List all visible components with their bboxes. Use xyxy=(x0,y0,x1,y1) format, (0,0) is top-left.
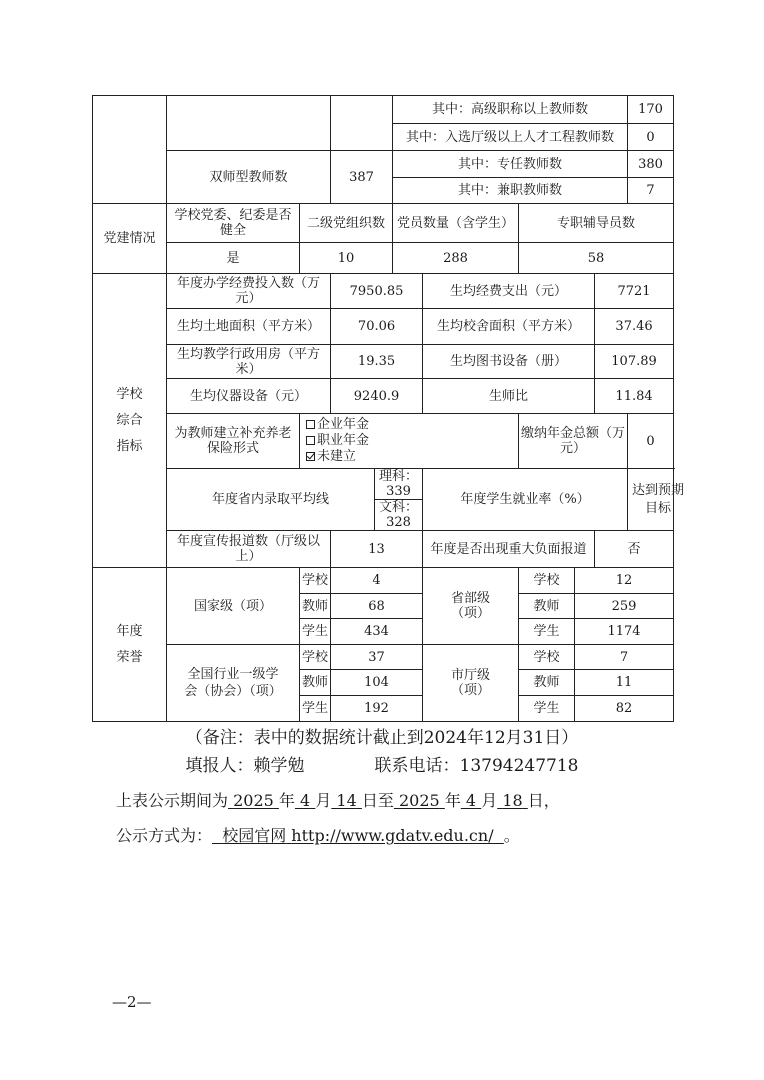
party-value-committee: 是 xyxy=(167,243,300,274)
school-website-link[interactable]: http://www.gdatv.edu.cn/ xyxy=(291,826,494,845)
blank-cell xyxy=(331,96,393,151)
end-month: 4 xyxy=(465,791,477,810)
checkbox-checked-icon xyxy=(306,452,315,461)
party-value-branches: 10 xyxy=(300,243,393,274)
national-student-label: 学生 xyxy=(300,619,331,645)
table-row xyxy=(93,345,674,379)
employment-value: 达到预期目标 xyxy=(628,469,674,531)
negative-report-value: 否 xyxy=(595,531,674,568)
industry-student-value: 192 xyxy=(331,696,423,722)
dorm-area-value: 37.46 xyxy=(595,309,674,345)
dorm-area-label: 生均校舍面积（平方米） xyxy=(423,309,595,345)
national-school-value: 4 xyxy=(331,568,423,594)
industry-student-label: 学生 xyxy=(300,696,331,722)
books-label: 生均图书设备（册） xyxy=(423,345,595,379)
publicity-method: 校园官网 http://www.gdatv.edu.cn/ xyxy=(222,826,494,845)
party-value-members: 288 xyxy=(393,243,519,274)
provincial-school-label: 学校 xyxy=(519,568,575,594)
table-row xyxy=(93,414,674,469)
phone-label: 联系电话： xyxy=(374,756,460,776)
pension-options xyxy=(300,414,519,469)
national-school-label: 学校 xyxy=(300,568,331,594)
industry-label: 全国行业一级学会（协会）（项） xyxy=(167,645,300,722)
books-value: 107.89 xyxy=(595,345,674,379)
publicity-period-line: 上表公示期间为 2025 年 4 月 14 日至 2025 年 4 月 18 日， xyxy=(116,791,560,810)
industry-school-label: 学校 xyxy=(300,645,331,670)
pension-option-occupational: 职业年金 xyxy=(306,433,516,449)
table-row xyxy=(93,469,674,500)
annuity-label: 缴纳年金总额（万元） xyxy=(519,414,628,469)
fulltime-teachers-label: 其中：专任教师数 xyxy=(393,151,628,178)
phone-value: 13794247718 xyxy=(459,756,579,776)
ratio-value: 11.84 xyxy=(595,379,674,414)
parttime-teachers-label: 其中：兼职教师数 xyxy=(393,178,628,204)
land-area-value: 70.06 xyxy=(331,309,423,345)
admission-arts: 文科：328 xyxy=(375,500,423,531)
national-label: 国家级（项） xyxy=(167,568,300,645)
party-header-committee: 学校党委、纪委是否健全 xyxy=(167,204,300,243)
start-month: 4 xyxy=(300,791,311,810)
city-student-value: 82 xyxy=(575,696,674,722)
city-school-value: 7 xyxy=(575,645,674,670)
publicity-method-line: 公示方式为： 校园官网 http://www.gdatv.edu.cn/ 。 xyxy=(116,826,520,845)
pension-option-none: 未建立 xyxy=(306,449,516,465)
party-header-branches: 二级党组织数 xyxy=(300,204,393,243)
city-label: 市厅级（项） xyxy=(423,645,519,722)
page-number: —2— xyxy=(112,993,152,1011)
filler-line xyxy=(0,751,764,776)
pension-label: 为教师建立补充养老保险形式 xyxy=(167,414,300,469)
party-header-counselors: 专职辅导员数 xyxy=(519,204,674,243)
blank-cell xyxy=(167,96,331,151)
table-note: （备注：表中的数据统计截止到2024年12月31日） xyxy=(185,728,579,748)
per-expense-value: 7721 xyxy=(595,274,674,309)
land-area-label: 生均土地面积（平方米） xyxy=(167,309,331,345)
checkbox-icon xyxy=(306,436,315,445)
party-header-members: 党员数量（含学生） xyxy=(393,204,519,243)
city-teacher-value: 11 xyxy=(575,670,674,696)
senior-teachers-value: 170 xyxy=(628,96,674,124)
dual-teachers-value: 387 xyxy=(331,151,393,204)
dual-teachers-label: 双师型教师数 xyxy=(167,151,331,204)
talent-teachers-label: 其中：入选厅级以上人才工程教师数 xyxy=(393,124,628,151)
end-day: 18 xyxy=(502,791,523,810)
indicators-section-label: 学校综合指标 xyxy=(93,274,167,568)
provincial-student-value: 1174 xyxy=(575,619,674,645)
publicity-value: 13 xyxy=(331,531,423,568)
filler-label: 填报人： xyxy=(185,756,254,776)
city-school-label: 学校 xyxy=(519,645,575,670)
fulltime-teachers-value: 380 xyxy=(628,151,674,178)
city-student-label: 学生 xyxy=(519,696,575,722)
party-value-counselors: 58 xyxy=(519,243,674,274)
equipment-value: 9240.9 xyxy=(331,379,423,414)
table-row xyxy=(93,531,674,568)
statistics-table xyxy=(92,95,685,722)
admin-area-value: 19.35 xyxy=(331,345,423,379)
employment-label: 年度学生就业率（%） xyxy=(423,469,628,531)
per-expense-label: 生均经费支出（元） xyxy=(423,274,595,309)
table-row xyxy=(93,243,674,274)
funding-label: 年度办学经费投入数（万元） xyxy=(167,274,331,309)
provincial-student-label: 学生 xyxy=(519,619,575,645)
admin-area-label: 生均教学行政用房（平方米） xyxy=(167,345,331,379)
honors-section-label: 年度荣誉 xyxy=(93,568,167,722)
checkbox-icon xyxy=(306,420,315,429)
table-row xyxy=(93,645,674,670)
admission-science: 理科：339 xyxy=(375,469,423,500)
senior-teachers-label: 其中：高级职称以上教师数 xyxy=(393,96,628,124)
national-teacher-value: 68 xyxy=(331,594,423,619)
parttime-teachers-value: 7 xyxy=(628,178,674,204)
pension-option-enterprise: 企业年金 xyxy=(306,417,516,433)
talent-teachers-value: 0 xyxy=(628,124,674,151)
table-row xyxy=(93,379,674,414)
negative-report-label: 年度是否出现重大负面报道 xyxy=(423,531,595,568)
filler-name: 赖学勉 xyxy=(253,756,305,776)
ratio-label: 生师比 xyxy=(423,379,595,414)
city-teacher-label: 教师 xyxy=(519,670,575,696)
party-section-label: 党建情况 xyxy=(93,204,167,274)
start-year: 2025 xyxy=(233,791,274,810)
table-row xyxy=(93,96,674,124)
start-day: 14 xyxy=(336,791,357,810)
end-year: 2025 xyxy=(399,791,440,810)
national-student-value: 434 xyxy=(331,619,423,645)
provincial-school-value: 12 xyxy=(575,568,674,594)
table-row xyxy=(93,151,674,178)
table-row xyxy=(93,568,674,594)
admission-label: 年度省内录取平均线 xyxy=(167,469,375,531)
provincial-teacher-value: 259 xyxy=(575,594,674,619)
equipment-label: 生均仪器设备（元） xyxy=(167,379,331,414)
industry-teacher-label: 教师 xyxy=(300,670,331,696)
annuity-value: 0 xyxy=(628,414,674,469)
national-teacher-label: 教师 xyxy=(300,594,331,619)
industry-teacher-value: 104 xyxy=(331,670,423,696)
industry-school-value: 37 xyxy=(331,645,423,670)
table-row xyxy=(93,309,674,345)
publicity-label: 年度宣传报道数（厅级以上） xyxy=(167,531,331,568)
section-blank-cell xyxy=(93,96,167,204)
funding-value: 7950.85 xyxy=(331,274,423,309)
table-row xyxy=(93,204,674,243)
table-row xyxy=(93,274,674,309)
provincial-label: 省部级（项） xyxy=(423,568,519,645)
provincial-teacher-label: 教师 xyxy=(519,594,575,619)
